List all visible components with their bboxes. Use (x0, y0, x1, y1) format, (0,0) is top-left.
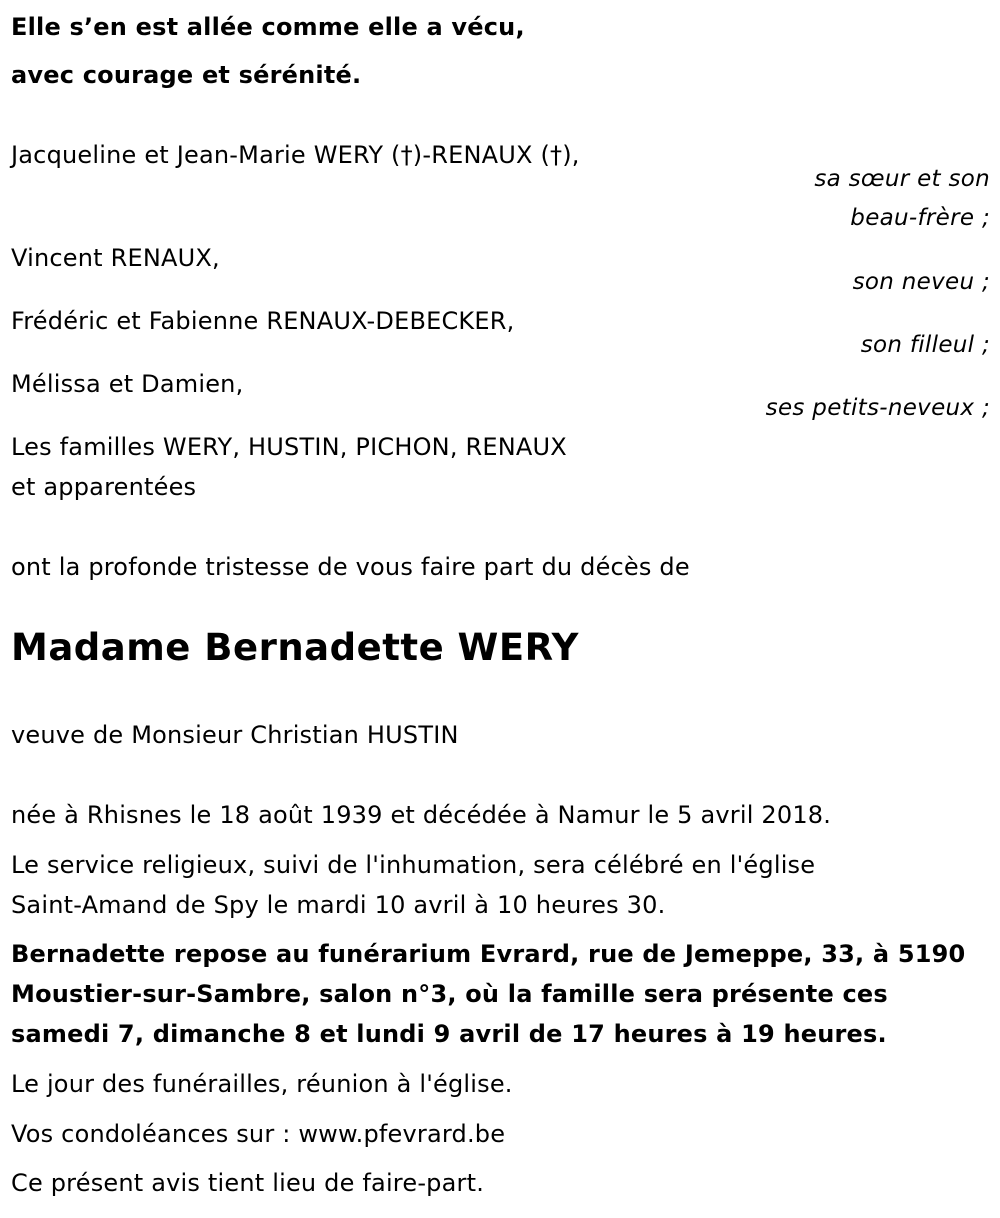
family-member-name: Les familles WERY, HUSTIN, PICHON, RENAUX (11, 433, 567, 461)
visitation-text: Moustier-sur-Sambre, salon n°3, où la famille sera présente ces (11, 980, 888, 1008)
family-member-name: Vincent RENAUX, (11, 244, 220, 272)
family-member-name: Frédéric et Fabienne RENAUX-DEBECKER, (11, 307, 515, 335)
family-relation: son filleul ; (860, 332, 990, 358)
visitation-text: Bernadette repose au funérarium Evrard, rue de Jemeppe, 33, à 5190 (11, 940, 966, 968)
spouse-text: veuve de Monsieur Christian HUSTIN (11, 721, 459, 749)
service-text: Saint-Amand de Spy le mardi 10 avril à 10 heures 30. (11, 891, 666, 919)
epigraph-line-2: avec courage et sérénité. (11, 61, 362, 89)
service-text: Le service religieux, suivi de l'inhumation, sera célébré en l'église (11, 851, 816, 879)
deceased-name: Madame Bernadette WERY (11, 626, 579, 669)
family-relation: sa sœur et son (814, 166, 990, 192)
family-relation: beau-frère ; (850, 205, 990, 231)
family-member-name: Jacqueline et Jean-Marie WERY (†)-RENAUX (†), (11, 141, 580, 169)
visitation-text: samedi 7, dimanche 8 et lundi 9 avril de 17 heures à 19 heures. (11, 1020, 887, 1048)
condolences-text: Vos condoléances sur : www.pfevrard.be (11, 1120, 506, 1148)
family-member-name: et apparentées (11, 473, 197, 501)
announcement-text: ont la profonde tristesse de vous faire part du décès de (11, 553, 690, 581)
epigraph-line-1: Elle s’en est allée comme elle a vécu, (11, 13, 525, 41)
birth-death-text: née à Rhisnes le 18 août 1939 et décédée à Namur le 5 avril 2018. (11, 801, 832, 829)
meeting-text: Le jour des funérailles, réunion à l'église. (11, 1070, 513, 1098)
family-member-name: Mélissa et Damien, (11, 370, 244, 398)
closing-text: Ce présent avis tient lieu de faire-part. (11, 1169, 485, 1197)
family-relation: son neveu ; (852, 269, 990, 295)
family-relation: ses petits-neveux ; (765, 395, 990, 421)
